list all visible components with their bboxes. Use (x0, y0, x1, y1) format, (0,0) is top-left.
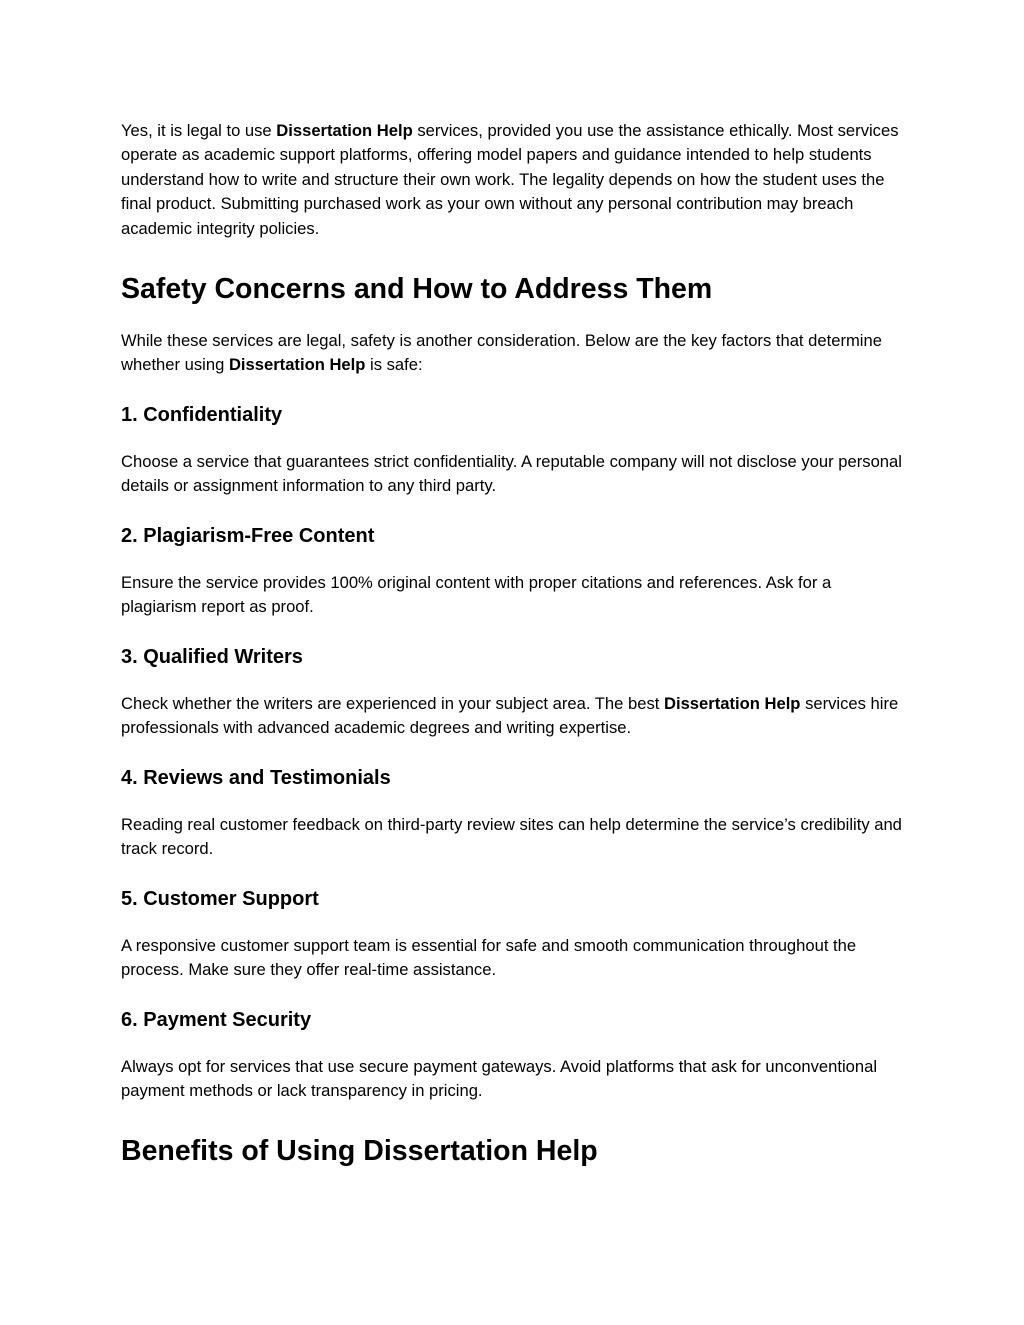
benefits-heading: Benefits of Using Dissertation Help (121, 1135, 598, 1167)
intro-paragraph (121, 119, 911, 241)
payment-security-paragraph: Always opt for services that use secure payment gateways. Avoid platforms that ask for unconventional payment methods or lack transparency in pricing. (121, 1057, 878, 1101)
plagiarism-heading: 2. Plagiarism-Free Content (121, 525, 375, 547)
confidentiality-heading: 1. Confidentiality (121, 404, 283, 426)
qualified-writers-paragraph (121, 692, 911, 741)
intro-bold-term: Dissertation Help (276, 121, 413, 140)
confidentiality-paragraph: Choose a service that guarantees strict confidentiality. A reputable company will not disclose your personal details or assignment information to any third party. (121, 452, 902, 496)
safety-intro-paragraph (121, 329, 911, 378)
intro-text-end: services, provided you use the assistance ethically. Most services operate as academic support platforms, offering model papers and guidance intended to help students understand how to write and structure their own work. The legality depends on how the student uses the final product. Submitting purchased work as your own without any personal contribution may breach academic integrity policies. (121, 121, 899, 238)
plagiarism-paragraph: Ensure the service provides 100% original content with proper citations and references. Ask for a plagiarism report as proof. (121, 573, 832, 617)
safety-intro-bold-term: Dissertation Help (228, 355, 366, 375)
qualified-writers-heading: 3. Qualified Writers (121, 646, 303, 668)
payment-security-heading: 6. Payment Security (121, 1009, 312, 1031)
reviews-heading: 4. Reviews and Testimonials (121, 767, 391, 789)
qualified-writers-bold-term: Dissertation Help (663, 694, 801, 713)
safety-heading: Safety Concerns and How to Address Them (121, 273, 713, 305)
customer-support-paragraph: A responsive customer support team is essential for safe and smooth communication throughout the process. Make sure they offer real-time assistance. (121, 936, 857, 980)
qualified-writers-text-end: services hire professionals with advanced academic degrees and writing expertise. (121, 694, 899, 738)
safety-intro-start: While these services are legal, safety is another consideration. Below are the key factors that determine whether using (121, 331, 882, 375)
reviews-paragraph: Reading real customer feedback on third-party review sites can help determine the service’s credibility and track record. (121, 815, 902, 859)
safety-intro-end: is safe: (365, 355, 423, 375)
customer-support-heading: 5. Customer Support (121, 888, 319, 910)
intro-text-start: Yes, it is legal to use (121, 121, 277, 140)
qualified-writers-text-start: Check whether the writers are experienced in your subject area. The best (121, 694, 664, 713)
